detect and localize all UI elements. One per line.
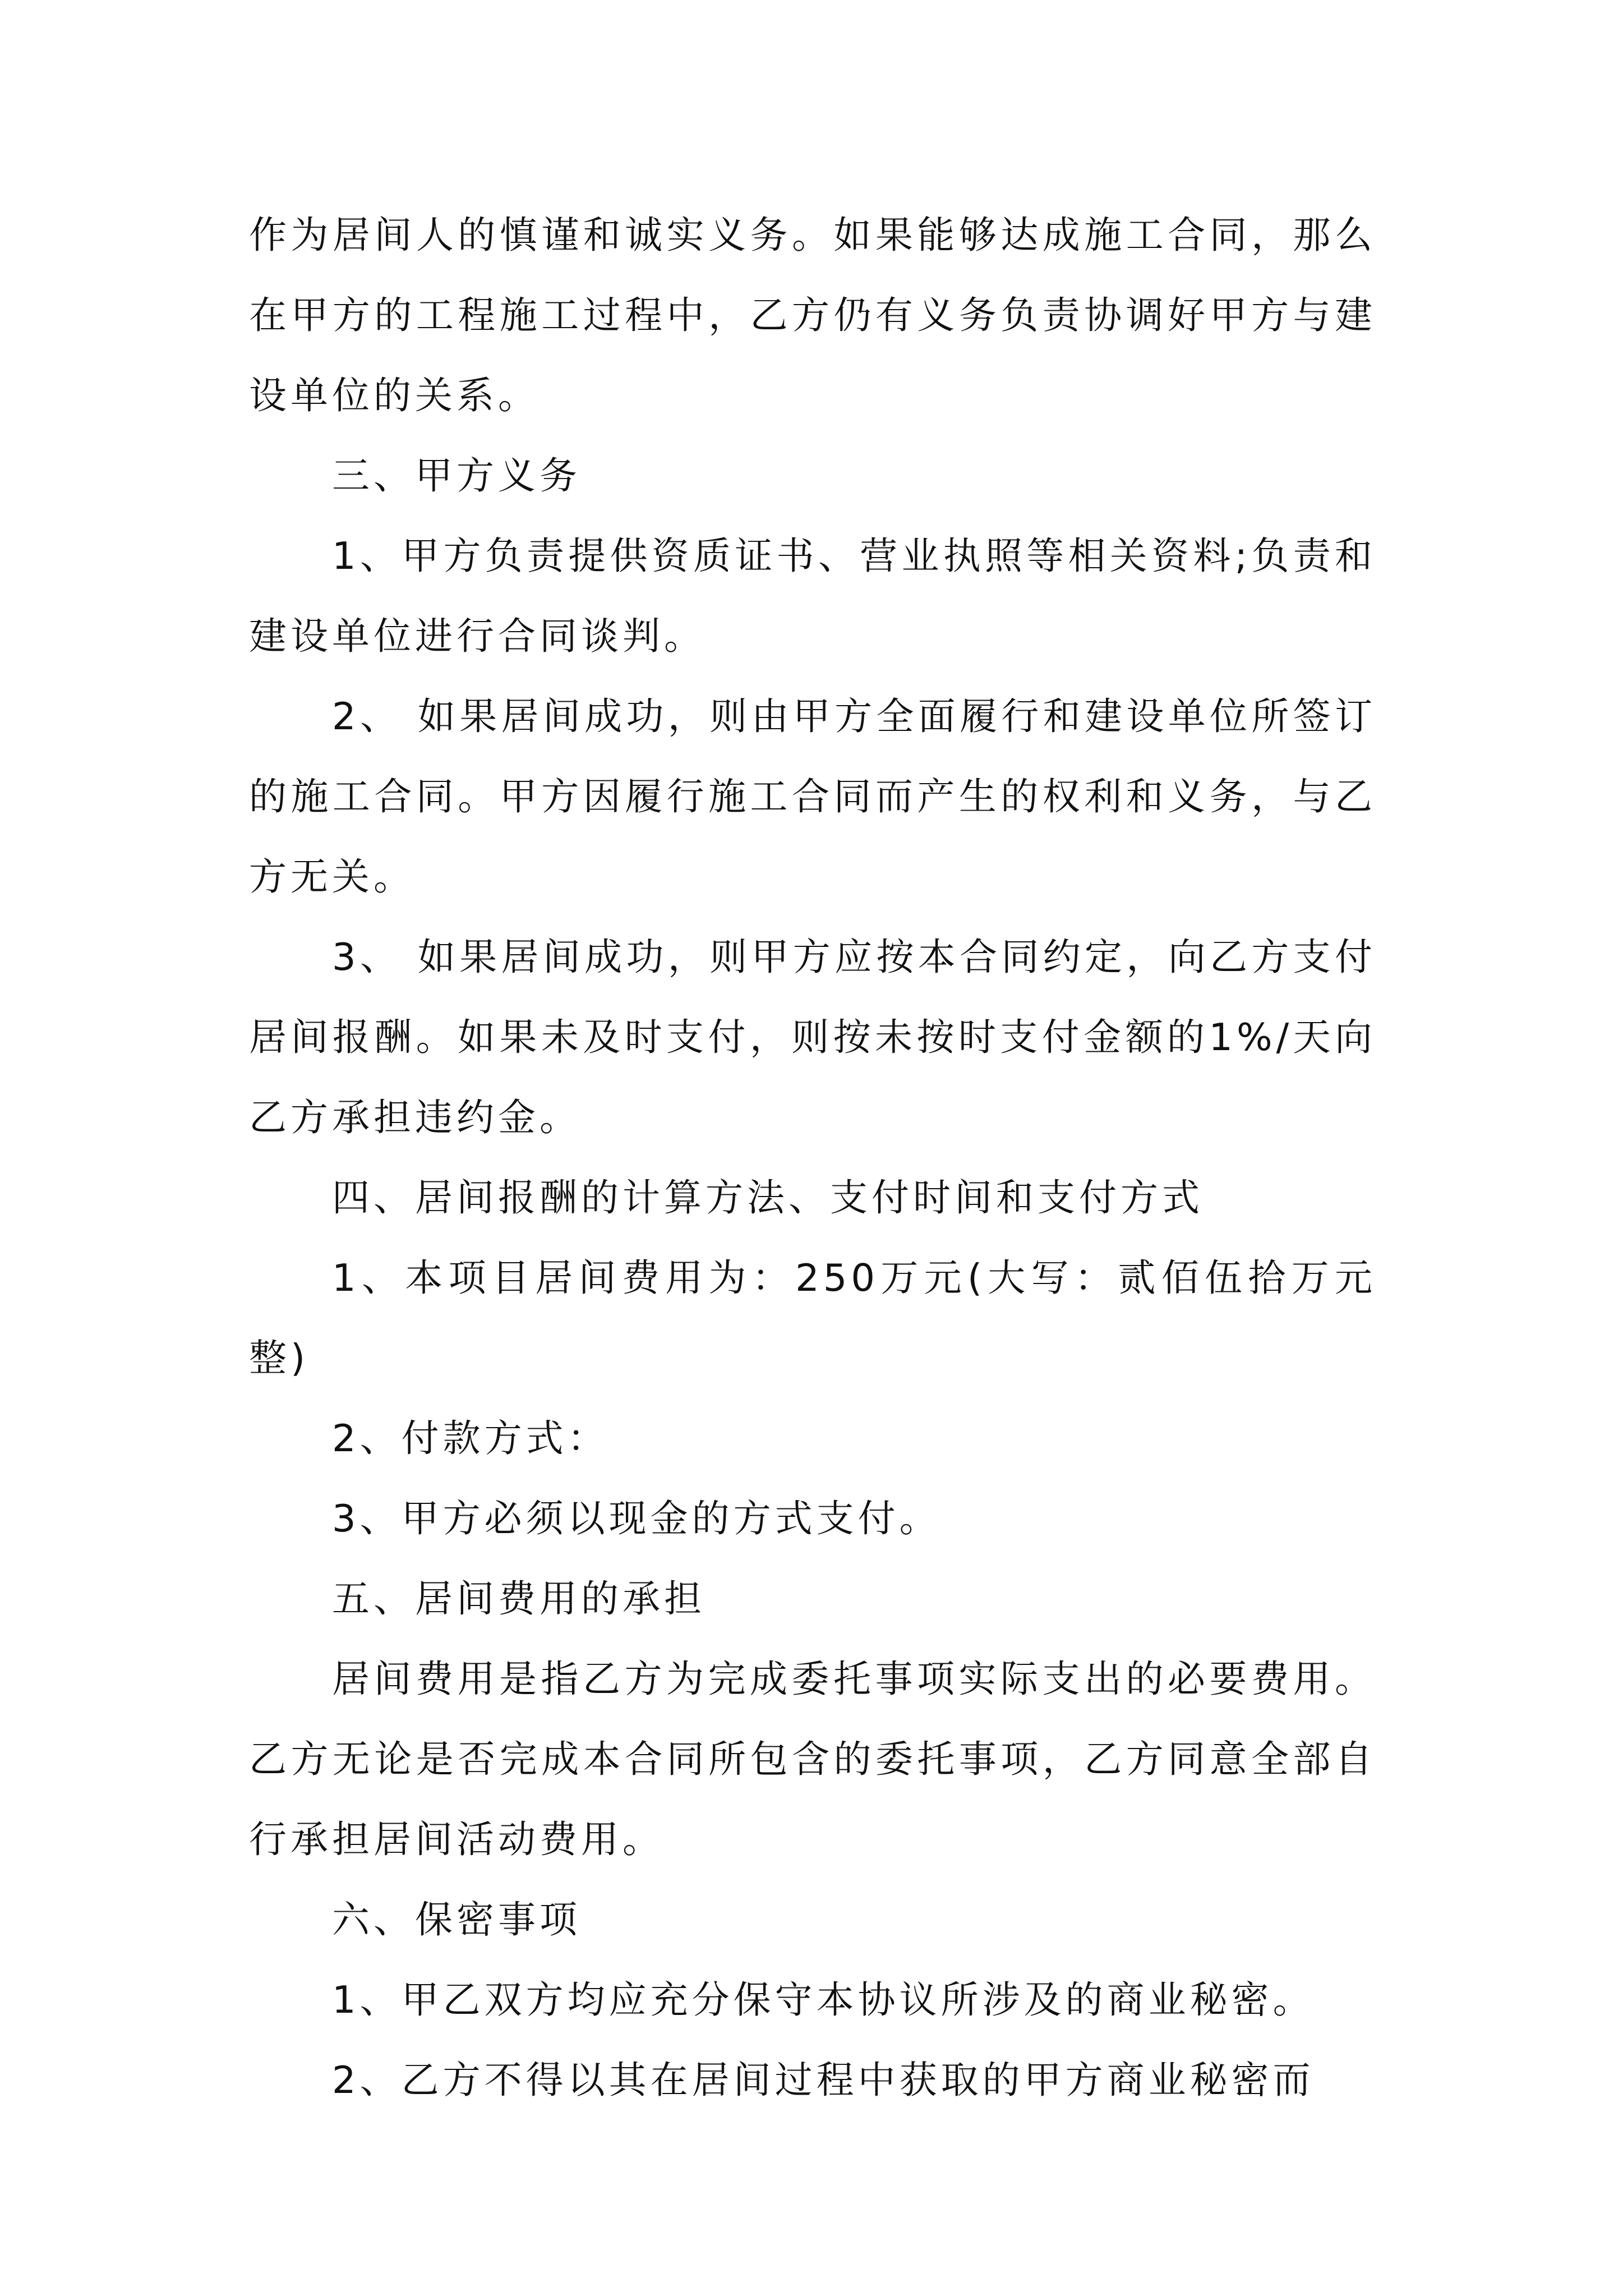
section-heading-4: 四、居间报酬的计算方法、支付时间和支付方式 xyxy=(332,1176,1204,1220)
section-heading-3: 三、甲方义务 xyxy=(332,454,581,498)
clause-4-2: 2、付款方式： xyxy=(332,1416,609,1460)
clause-3-1: 1、甲方负责提供资质证书、营业执照等相关资料;负责和建设单位进行合同谈判。 xyxy=(249,534,1376,658)
clause-4-1: 1、本项目居间费用为：250万元(大写：贰佰伍拾万元整) xyxy=(249,1256,1376,1380)
section-5-body: 居间费用是指乙方为完成委托事项实际支出的必要费用。乙方无论是否完成本合同所包含的委托事项，乙方同意全部自行承担居间活动费用。 xyxy=(249,1657,1376,1861)
clause-3-3: 3、 如果居间成功，则甲方应按本合同约定，向乙方支付居间报酬。如果未及时支付，则按未按时支付金额的1%/天向乙方承担违约金。 xyxy=(249,935,1376,1139)
clause-4-3: 3、甲方必须以现金的方式支付。 xyxy=(332,1497,941,1540)
clause-6-2: 2、乙方不得以其在居间过程中获取的甲方商业秘密而 xyxy=(332,2058,1315,2102)
clause-6-1: 1、甲乙双方均应充分保守本协议所涉及的商业秘密。 xyxy=(332,1978,1315,2022)
paragraph-continuation: 作为居间人的慎谨和诚实义务。如果能够达成施工合同，那么在甲方的工程施工过程中，乙方仍有义务负责协调好甲方与建设单位的关系。 xyxy=(249,213,1376,417)
clause-3-2: 2、 如果居间成功，则由甲方全面履行和建设单位所签订的施工合同。甲方因履行施工合同而产生的权利和义务，与乙方无关。 xyxy=(249,694,1376,899)
document-body xyxy=(249,195,1376,2120)
section-heading-6: 六、保密事项 xyxy=(332,1898,581,1941)
section-heading-5: 五、居间费用的承担 xyxy=(332,1577,706,1621)
